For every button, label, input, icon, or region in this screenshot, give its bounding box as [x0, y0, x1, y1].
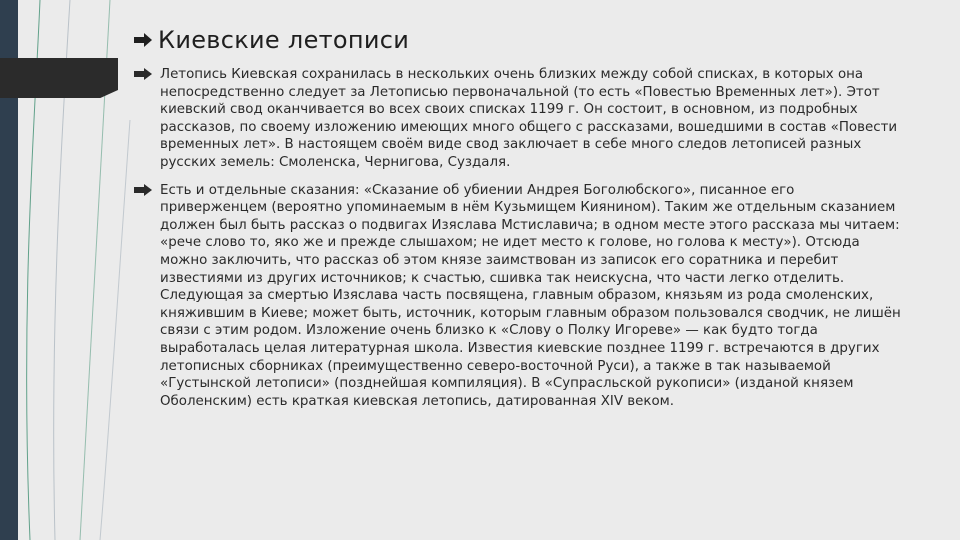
slide-title: Киевские летописи — [158, 26, 410, 54]
bullet-item — [134, 66, 904, 172]
bullet-text: Есть и отдельные сказания: «Сказание об убиении Андрея Боголюбского», писанное его приверженцем (вероятно упоминаемым в нём Кузьмищем Киянином). Таким же отдельным сказанием должен был быть рассказ о подвигах Изяслава Мстиславича; в одном месте этого рассказа мы читаем: «рече слово то, яко же и прежде слышахом; не идет место к голове, но голова к месту»). Отсюда можно заключить, что рассказ об этом князе заимствован из записок его соратника и перебит известиями из других источников; к счастью, сшивка так неискусна, что части легко отделить. Следующая за смертью Изяслава часть посвящена, главным образом, князьям из рода смоленских, княжившим в Киеве; может быть, источник, которым главным образом пользовался сводчик, не лишён связи с этим родом. Изложение очень близко к «Слову о Полку Игореве» — как будто тогда выработалась целая литературная школа. Известия киевские позднее 1199 г. встречаются в других летописных сборниках (преимущественно северо-восточной Руси), а также в так называемой «Густынской летописи» (позднейшая компиляция). В «Супрасльской рукописи» (изданой князем Оболенским) есть краткая киевская летопись, датированная XIV веком. — [160, 182, 901, 409]
arrow-right-icon — [134, 184, 152, 198]
bullet-text: Летопись Киевская сохранилась в нескольких очень близких между собой списках, в которых она непосредственно следует за Летописью первоначальной (то есть «Повестью Временных лет»). Этот киевский свод оканчивается во всех своих списках 1199 г. Он состоит, в основном, из подробных рассказов, по своему изложению имеющих много общего с рассказами, вошедшими в состав «Повести временных лет». В настоящем своём виде свод заключает в себе много следов летописей разных русских земель: Смоленска, Чернигова, Суздаля. — [160, 67, 898, 170]
title-tab — [0, 58, 118, 98]
arrow-right-icon — [134, 33, 152, 47]
bullet-item — [134, 182, 904, 411]
content-area — [134, 66, 904, 410]
arrow-right-icon — [134, 68, 152, 82]
title-row — [134, 24, 409, 56]
